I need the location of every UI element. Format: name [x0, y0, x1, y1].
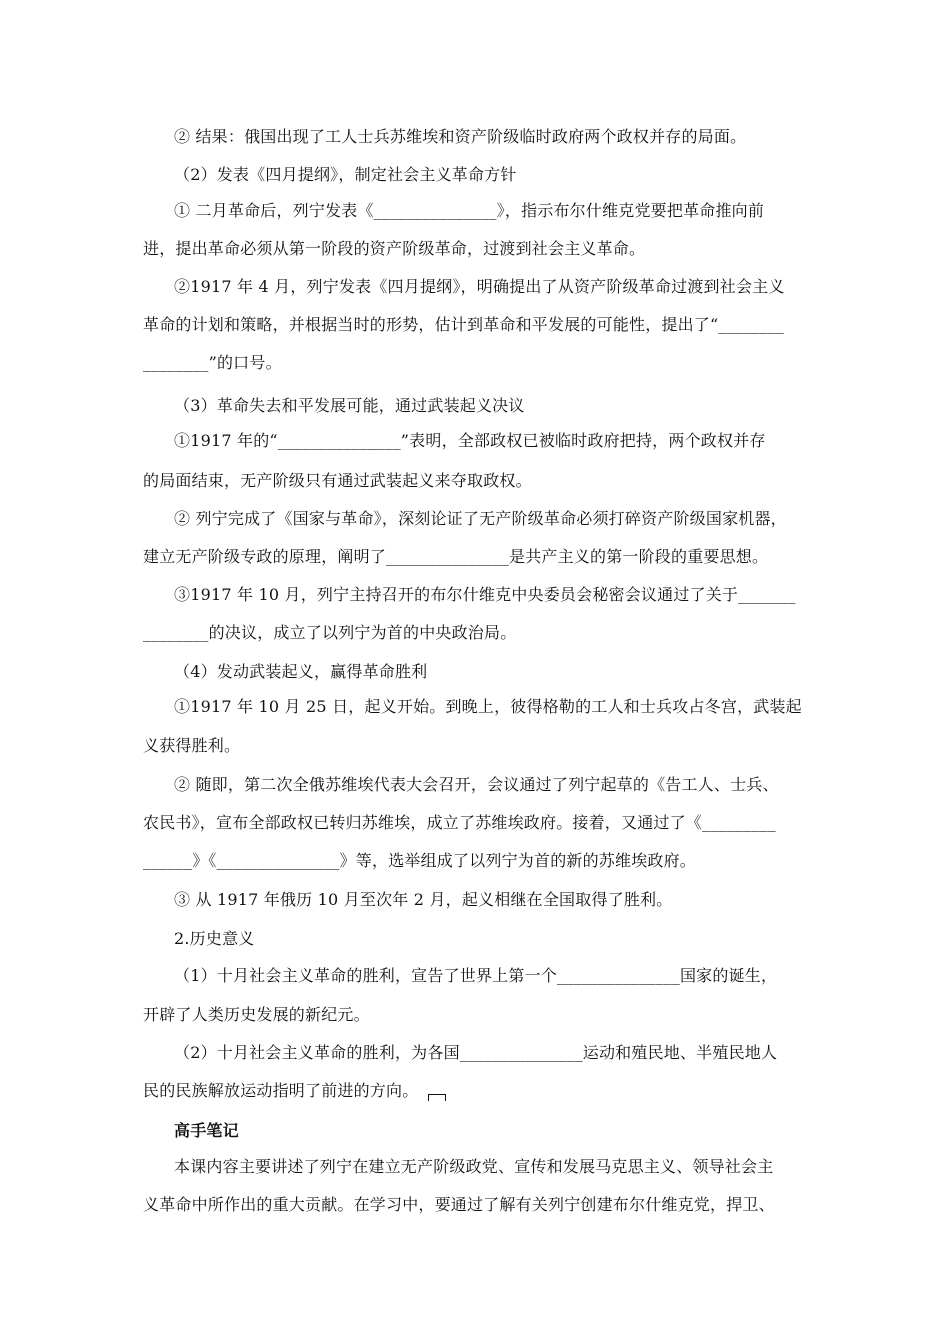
paragraph-line: （1）十月社会主义革命的胜利，宣告了世界上第一个_______________国家的诞生，	[174, 966, 778, 985]
paragraph-line: 建立无产阶级专政的原理，阐明了_______________是共产主义的第一阶段的重要思想。	[143, 547, 769, 566]
subheading-armed-uprising-resolution: （3）革命失去和平发展可能，通过武装起义决议	[174, 396, 525, 415]
paragraph-line: 进，提出革命必须从第一阶段的资产阶级革命，过渡到社会主义革命。	[143, 239, 646, 258]
paragraph-line: ______》《_______________》等，选举组成了以列宁为首的新的苏维埃政府。	[143, 851, 697, 870]
paragraph-line: 革命的计划和策略，并根据当时的形势，估计到革命和平发展的可能性，提出了“________	[143, 315, 784, 334]
subheading-april-theses: （2）发表《四月提纲》，制定社会主义革命方针	[174, 165, 517, 184]
paragraph-line: ①1917 年的“_______________”表明，全部政权已被临时政府把持，两个政权并存	[174, 431, 766, 450]
paragraph-line: ③1917 年 10 月，列宁主持召开的布尔什维克中央委员会秘密会议通过了关于_______	[174, 585, 796, 604]
section-heading-historical-significance: 2.历史意义	[174, 929, 255, 948]
paragraph-line: 义获得胜利。	[143, 736, 241, 755]
notes-heading: 高手笔记	[174, 1121, 239, 1140]
paragraph-line: ________的决议，成立了以列宁为首的中央政治局。	[143, 623, 517, 642]
paragraph-line: ① 二月革命后，列宁发表《_______________》，指示布尔什维克党要把革命推向前	[174, 201, 765, 220]
text-cursor-mark	[428, 1094, 446, 1101]
subheading-launch-uprising: （4）发动武装起义，赢得革命胜利	[174, 662, 428, 681]
paragraph-line: ② 列宁完成了《国家与革命》，深刻论证了无产阶级革命必须打碎资产阶级国家机器，	[174, 509, 787, 528]
paragraph-line: ②1917 年 4 月，列宁发表《四月提纲》，明确提出了从资产阶级革命过渡到社会主义	[174, 277, 785, 296]
paragraph-line: （2）十月社会主义革命的胜利，为各国_______________运动和殖民地、半殖民地人	[174, 1043, 778, 1062]
paragraph-line: 义革命中所作出的重大贡献。在学习中，要通过了解有关列宁创建布尔什维克党，捍卫、	[143, 1195, 775, 1214]
paragraph-line: 民的民族解放运动指明了前进的方向。	[143, 1081, 419, 1100]
paragraph-line: 开辟了人类历史发展的新纪元。	[143, 1005, 370, 1024]
result-line: ② 结果：俄国出现了工人士兵苏维埃和资产阶级临时政府两个政权并存的局面。	[174, 127, 747, 146]
paragraph-line: ①1917 年 10 月 25 日，起义开始。到晚上，彼得格勒的工人和士兵攻占冬宫，武装起	[174, 697, 802, 716]
paragraph-line: ③ 从 1917 年俄历 10 月至次年 2 月，起义相继在全国取得了胜利。	[174, 890, 673, 909]
paragraph-line: 本课内容主要讲述了列宁在建立无产阶级政党、宣传和发展马克思主义、领导社会主	[174, 1157, 774, 1176]
paragraph-line: ② 随即，第二次全俄苏维埃代表大会召开，会议通过了列宁起草的《告工人、士兵、	[174, 775, 779, 794]
paragraph-line: ________”的口号。	[143, 353, 282, 372]
paragraph-line: 农民书》，宣布全部政权已转归苏维埃，成立了苏维埃政府。接着，又通过了《_________	[143, 813, 776, 832]
paragraph-line: 的局面结束，无产阶级只有通过武装起义来夺取政权。	[143, 471, 532, 490]
